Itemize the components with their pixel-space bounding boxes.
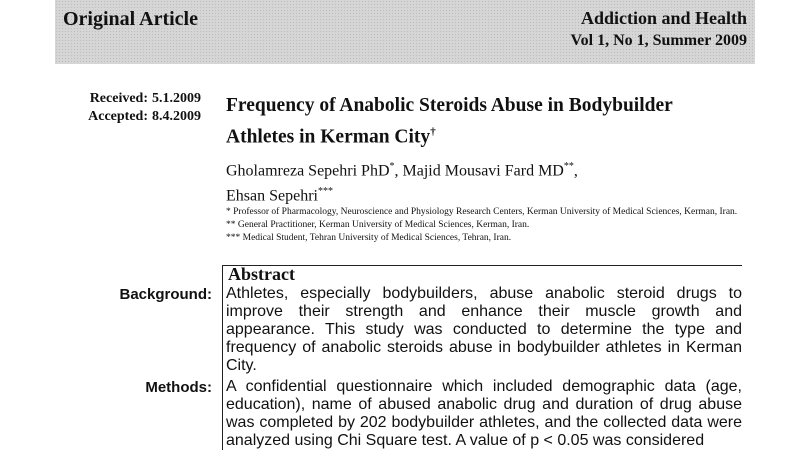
background-text: Athletes, especially bodybuilders, abuse anabolic steroid drugs to improve their strength and enhance their muscle growth and appearance. This study was conducted to determine the type and frequency of anabolic steroids abuse in bodybuilder athletes in Kerman City. — [226, 285, 742, 374]
methods-label: Methods: — [145, 379, 212, 396]
received-value: 5.1.2009 — [152, 91, 201, 106]
abstract-heading: Abstract — [228, 264, 295, 284]
author-mark: ** — [563, 161, 574, 172]
article-title — [226, 93, 756, 151]
methods-text: A confidential questionnaire which included demographic data (age, education), name of abused anabolic drug and duration of drug abuse was completed by 202 bodybuilder athletes, and the collected data were analyzed using Chi Square test. A value of p < 0.05 was considered — [226, 378, 742, 449]
received-date-row — [62, 90, 201, 108]
author-line-1 — [226, 156, 746, 181]
author-name: Majid Mousavi Fard MD — [402, 162, 564, 180]
affiliation-line: * Professor of Pharmacology, Neuroscience and Physiology Research Centers, Kerman University of Medical Sciences, Kerman, Iran. — [226, 207, 738, 217]
author-name: Gholamreza Sepehri PhD — [226, 162, 390, 180]
author-name: Ehsan Sepehri — [226, 187, 318, 205]
submission-dates — [62, 90, 201, 126]
title-footnote-mark: † — [430, 126, 436, 138]
accepted-date-row — [62, 108, 201, 126]
abstract-left-rule — [222, 265, 223, 450]
author-mark: * — [389, 161, 395, 172]
abstract-top-rule — [222, 265, 742, 266]
journal-issue: Vol 1, No 1, Summer 2009 — [570, 32, 747, 49]
background-label: Background: — [119, 286, 212, 303]
article-title-line-1: Frequency of Anabolic Steroids Abuse in Bodybuilder — [226, 95, 673, 116]
affiliation-line: *** Medical Student, Tehran University of Medical Sciences, Tehran, Iran. — [226, 233, 512, 243]
accepted-value: 8.4.2009 — [152, 109, 201, 124]
journal-name: Addiction and Health — [580, 8, 747, 28]
author-mark: *** — [317, 186, 333, 198]
article-title-line-2 — [226, 119, 756, 151]
accepted-label: Accepted: — [88, 109, 148, 124]
article-title-line-2-text: Athletes in Kerman City — [226, 126, 431, 148]
author-separator: , — [394, 162, 403, 180]
author-line-2 — [226, 181, 746, 206]
journal-header-band — [55, 0, 755, 64]
article-type-label: Original Article — [63, 8, 198, 30]
author-separator: , — [573, 162, 578, 180]
author-list — [226, 156, 746, 207]
received-label: Received: — [89, 91, 148, 106]
affiliations — [226, 206, 766, 245]
affiliation-line: ** General Practitioner, Kerman University of Medical Sciences, Kerman, Iran. — [226, 220, 530, 230]
